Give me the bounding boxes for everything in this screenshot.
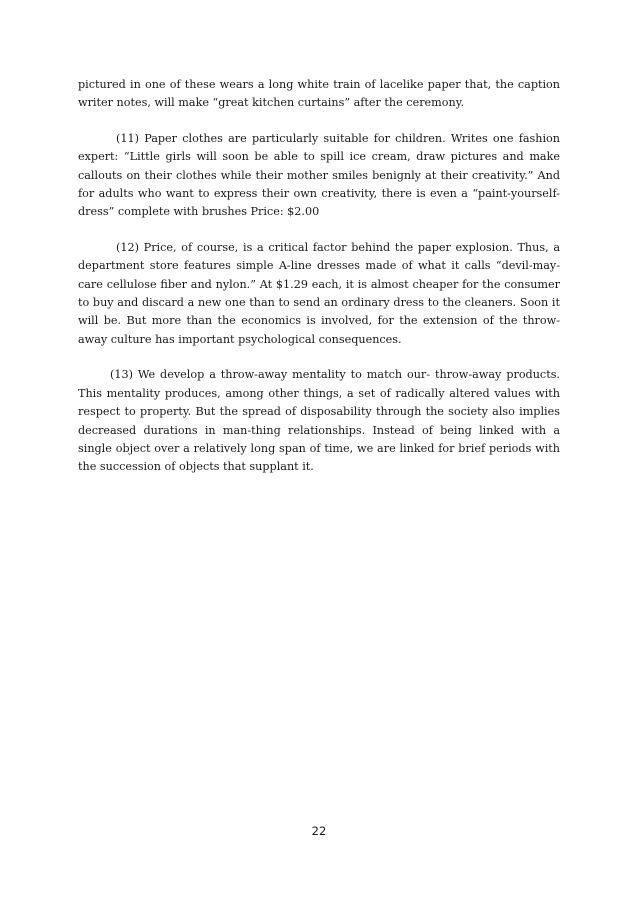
page-number: 22 <box>311 824 327 838</box>
paragraph-13: (13) We develop a throw-away mentality to match our- throw-away products. This mentality produces, among other things, a set of radically altered values with respect to property. But the spread of disposability through the society also implies decreased durations in man-thing relationships. Instead of being linked with a single object over a relatively long span of time, we are linked for brief periods with the succession of objects that supplant it. <box>78 368 560 474</box>
paragraph-11: (11) Paper clothes are particularly suitable for children. Writes one fashion expert: “Little girls will soon be able to spill ice cream, draw pictures and make callouts on their clothes while their mother smiles benignly at their creativity.” And for adults who want to express their own creativity, there is even a “paint-yourself-dress” complete with brushes Price: $2.00 <box>78 131 560 219</box>
paragraph-continuation: pictured in one of these wears a long white train of lacelike paper that, the caption writer notes, will make “great kitchen curtains” after the ceremony. <box>78 78 560 110</box>
paragraph-12: (12) Price, of course, is a critical factor behind the paper explosion. Thus, a department store features simple A-line dresses made of what it calls “devil-may-care cellulose fiber and nylon.” At $1.29 each, it is almost cheaper for the consumer to buy and discard a new one than to send an ordinary dress to the cleaners. Soon it will be. But more than the economics is involved, for the extension of the throw-away culture has important psychological consequences. <box>78 240 560 346</box>
body-text <box>78 76 560 494</box>
